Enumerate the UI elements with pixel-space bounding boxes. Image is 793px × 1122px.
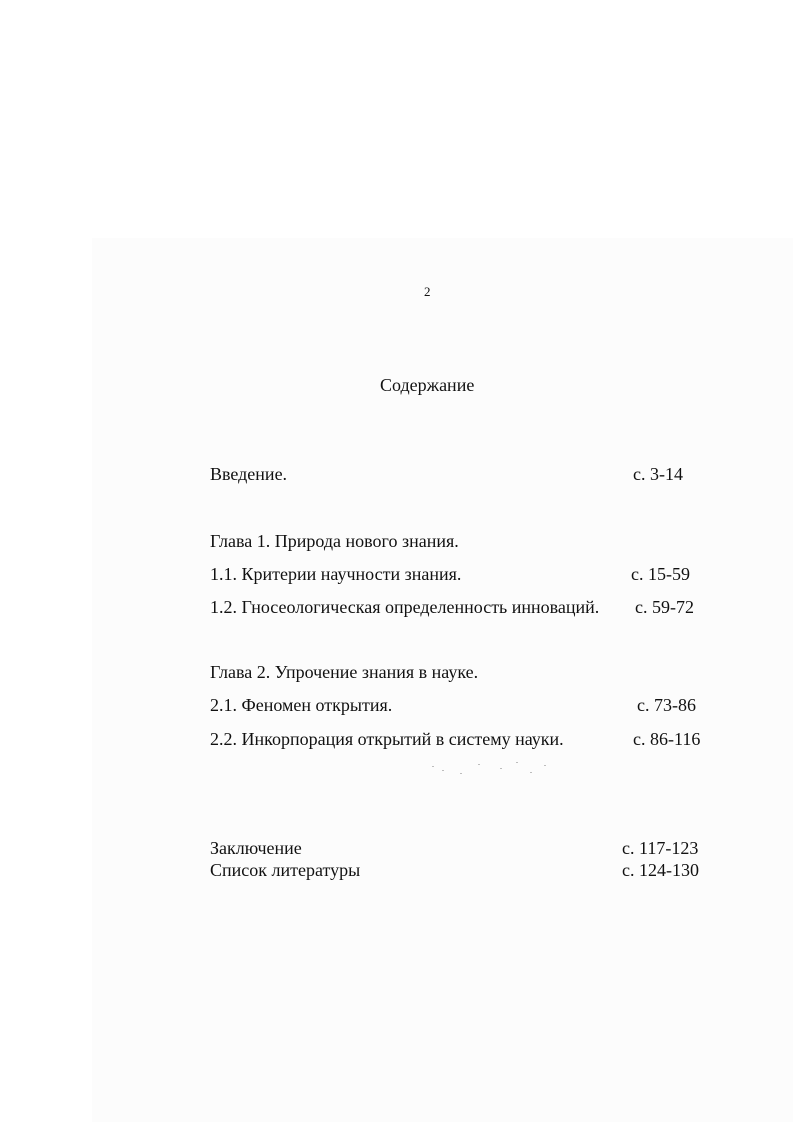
toc-entry-2-2-pages: с. 86-116 [633, 729, 701, 749]
toc-entry-2-2-label: 2.2. Инкорпорация открытий в систему науки. [210, 729, 564, 749]
scan-noise [420, 760, 560, 784]
toc-entry-intro-pages: с. 3-14 [633, 464, 683, 484]
toc-entry-2-1-label: 2.1. Феномен открытия. [210, 695, 393, 715]
toc-entry-conclusion-label: Заключение [210, 838, 302, 858]
toc-entry-1-1-label: 1.1. Критерии научности знания. [210, 564, 462, 584]
toc-entry-references-pages: с. 124-130 [622, 860, 699, 880]
chapter-2-heading: Глава 2. Упрочение знания в науке. [210, 662, 479, 682]
toc-entry-intro-label: Введение. [210, 464, 288, 484]
toc-entry-2-1-pages: с. 73-86 [637, 695, 696, 715]
toc-entry-1-2-label: 1.2. Гносеологическая определенность инноваций. [210, 597, 600, 617]
chapter-1-heading: Глава 1. Природа нового знания. [210, 531, 459, 551]
toc-entry-conclusion-pages: с. 117-123 [622, 838, 699, 858]
toc-entry-1-1-pages: с. 15-59 [631, 564, 690, 584]
toc-entry-1-2-pages: с. 59-72 [635, 597, 694, 617]
toc-entry-references-label: Список литературы [210, 860, 361, 880]
toc-title: Содержание [380, 375, 475, 395]
page-number: 2 [424, 284, 431, 299]
